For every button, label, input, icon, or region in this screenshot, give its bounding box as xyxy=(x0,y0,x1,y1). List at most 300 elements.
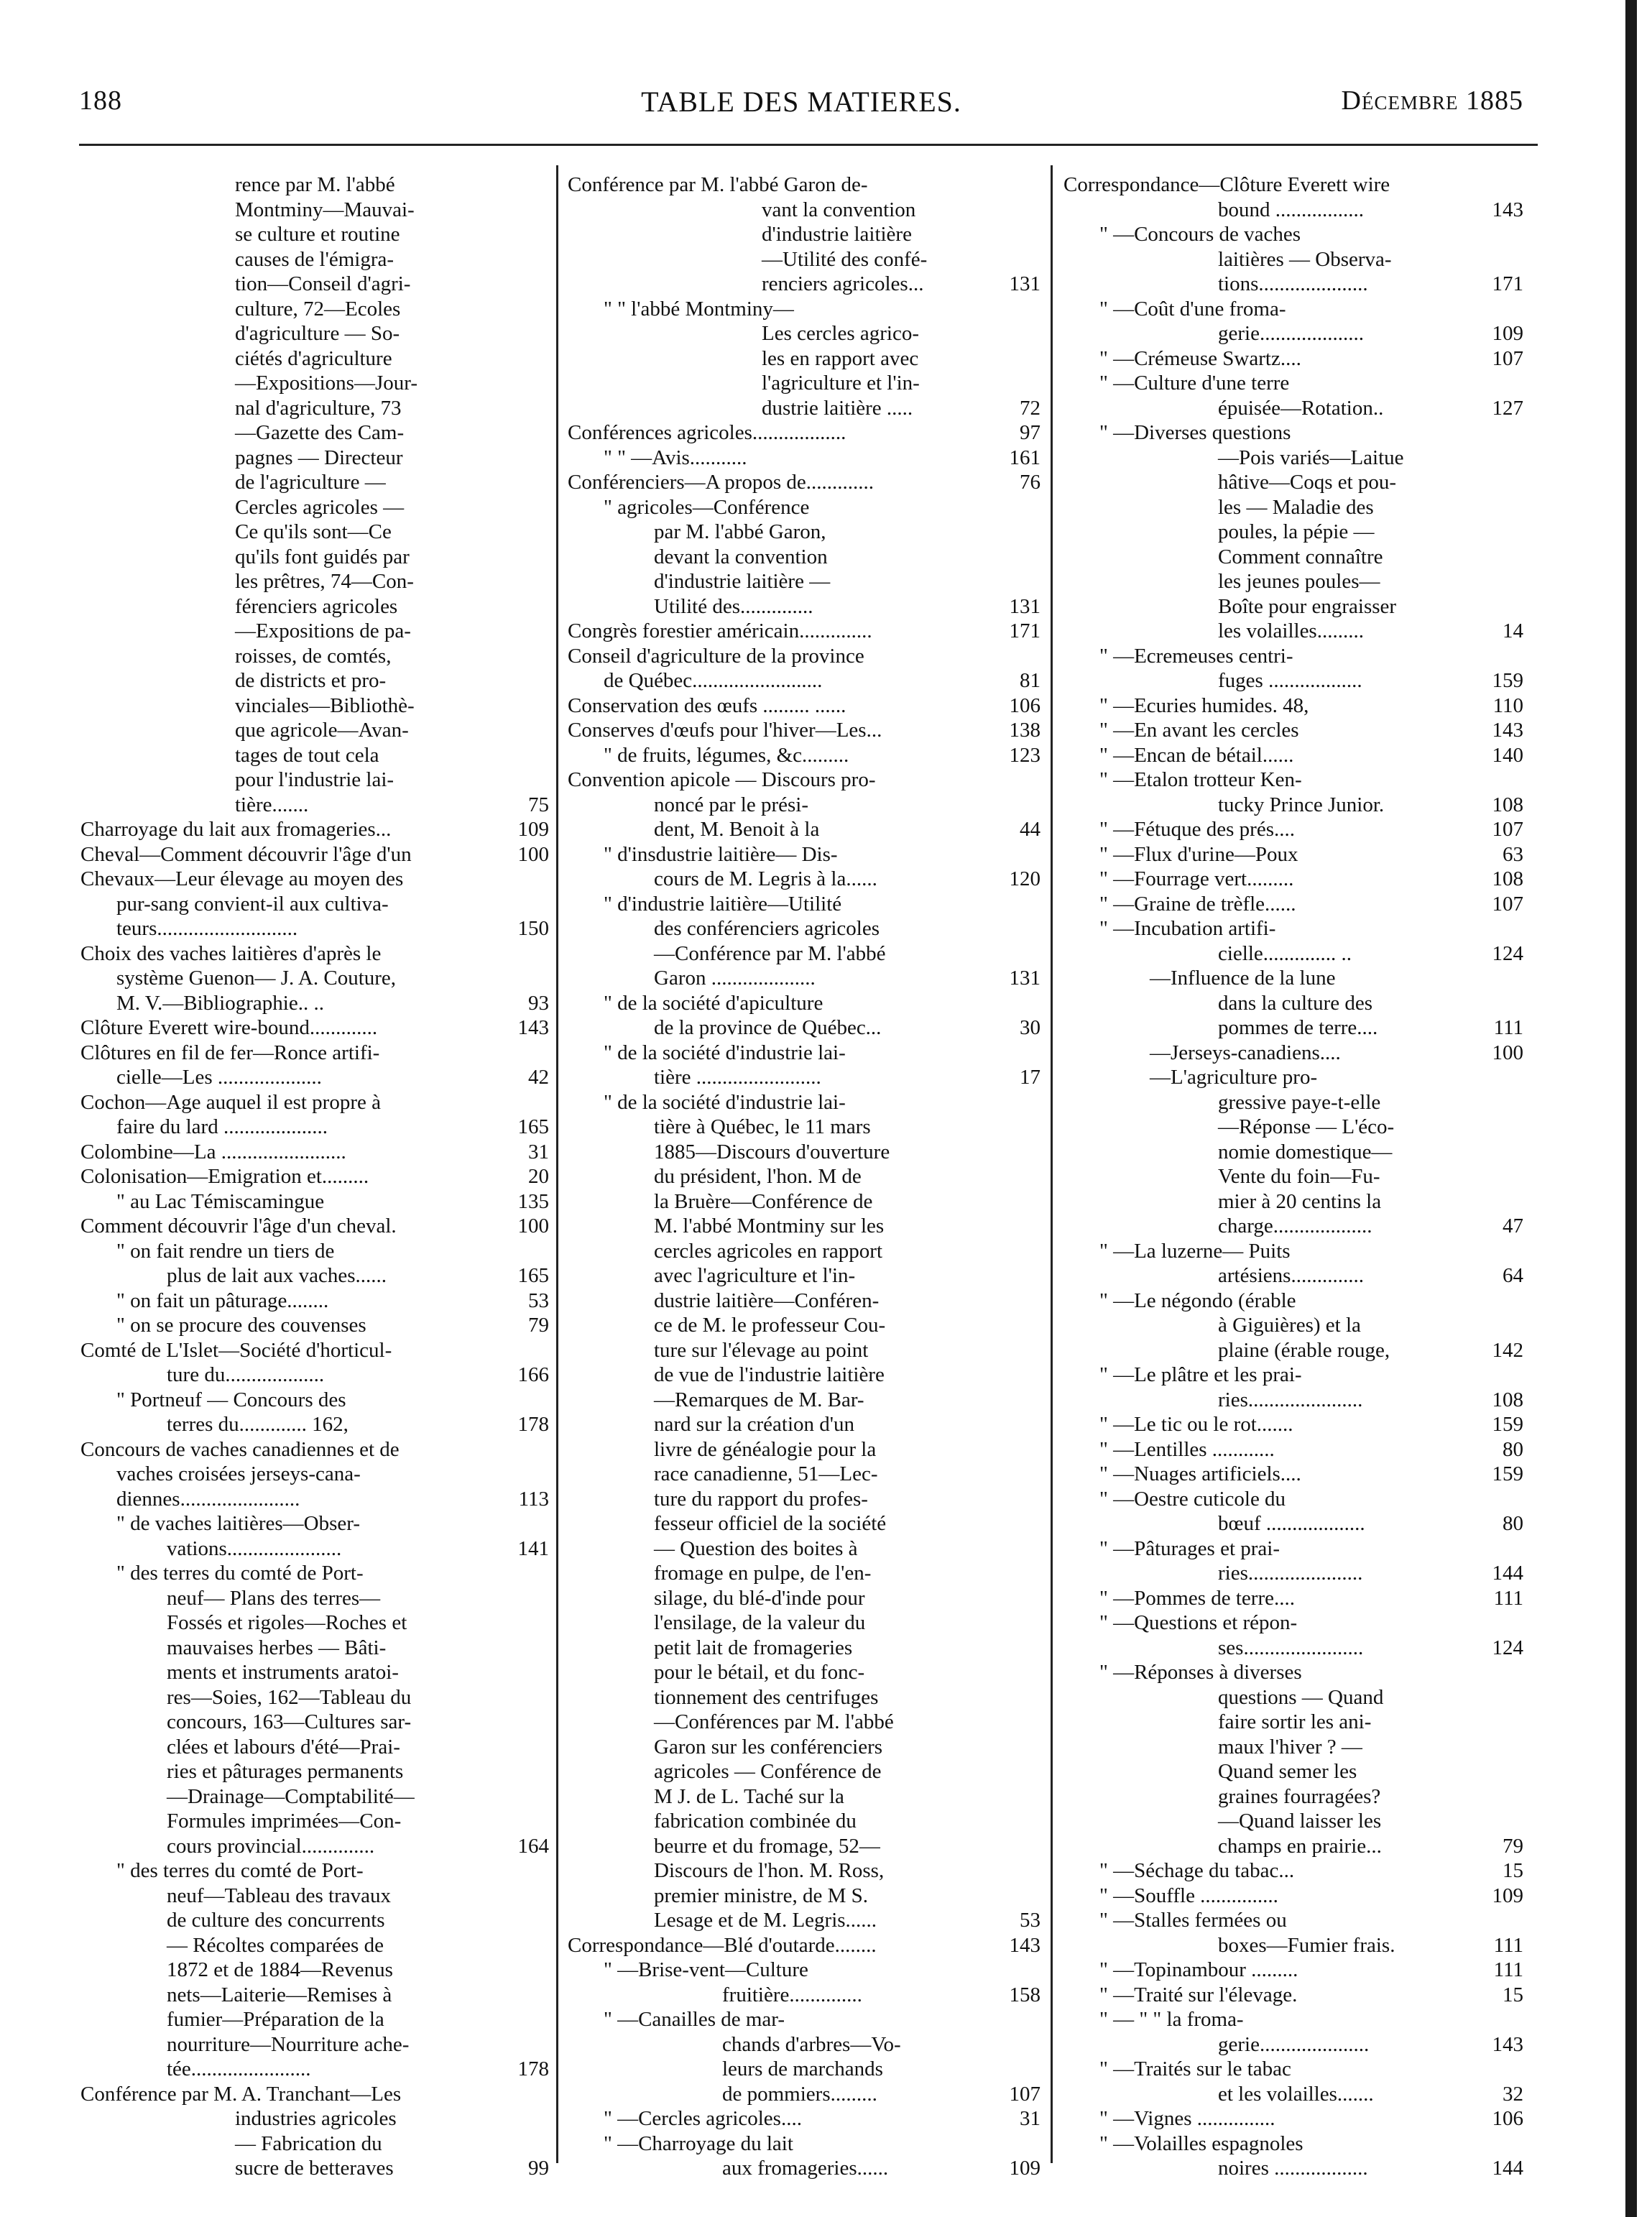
entry-page-number: 111 xyxy=(1493,1933,1523,1957)
entry-text: M J. de L. Taché sur la xyxy=(654,1784,844,1808)
entry-text: ciétés d'agriculture xyxy=(235,346,392,370)
entry-text: " —Stalles fermées ou xyxy=(1099,1909,1287,1932)
index-entry-line xyxy=(568,2131,1040,2157)
entry-text: " —Pommes de terre.... xyxy=(1099,1586,1295,1610)
entry-text: " des terres du comté de Port- xyxy=(116,1562,364,1585)
index-entry-line xyxy=(568,1363,1040,1388)
index-entry-line xyxy=(568,1784,1040,1810)
entry-text: —Gazette des Cam- xyxy=(235,421,405,444)
index-entry-line xyxy=(1063,569,1523,594)
index-entry-line xyxy=(568,644,1040,669)
entry-text: culture, 72—Ecoles xyxy=(235,297,401,321)
index-entry-line xyxy=(80,718,549,743)
entry-text: " " —Avis........... xyxy=(604,446,747,469)
index-entry-line xyxy=(80,1884,549,1909)
entry-page-number: 165 xyxy=(517,1264,549,1287)
index-entry-line xyxy=(1063,495,1523,520)
entry-text: Correspondance—Clôture Everett wire xyxy=(1063,173,1390,196)
index-entry-line xyxy=(1063,793,1523,818)
entry-text: tière à Québec, le 11 mars xyxy=(654,1115,871,1138)
index-entry-line xyxy=(1063,222,1523,247)
entry-page-number: 123 xyxy=(1009,743,1040,767)
entry-text: —Quand laisser les xyxy=(1218,1810,1382,1833)
index-entry-line xyxy=(1063,2057,1523,2082)
index-entry-line xyxy=(568,1908,1040,1933)
index-entry-line xyxy=(1063,644,1523,669)
index-entry-line xyxy=(1063,297,1523,322)
column-divider xyxy=(1051,165,1053,2163)
entry-text: cielle—Les .................... xyxy=(116,1066,322,1089)
entry-text: les prêtres, 74—Con- xyxy=(235,570,414,593)
entry-text: " on fait rendre un tiers de xyxy=(116,1239,335,1263)
entry-text: —Utilité des confé- xyxy=(762,247,928,271)
index-entry-line xyxy=(80,198,549,223)
index-entry-line xyxy=(80,793,549,818)
entry-text: " de fruits, légumes, &c......... xyxy=(604,743,849,767)
entry-text: " —Charroyage du lait xyxy=(604,2131,793,2155)
entry-text: poules, la pépie — xyxy=(1218,520,1375,543)
index-entry-line xyxy=(568,297,1040,322)
index-entry-line xyxy=(568,1041,1040,1066)
index-entry-line xyxy=(568,446,1040,471)
entry-text: " Portneuf — Concours des xyxy=(116,1388,346,1411)
entry-page-number: 144 xyxy=(1492,2157,1523,2180)
entry-text: Formules imprimées—Con- xyxy=(167,1810,402,1833)
entry-text: de vue de l'industrie laitière xyxy=(654,1363,885,1386)
entry-page-number: 100 xyxy=(517,842,549,866)
entry-text: du président, l'hon. M de xyxy=(654,1165,862,1188)
entry-text: mauvaises herbes — Bâti- xyxy=(167,1636,387,1659)
entry-text: Cheval—Comment découvrir l'âge d'un xyxy=(80,842,412,866)
index-entry-line xyxy=(568,1388,1040,1413)
entry-text: de Québec......................... xyxy=(604,669,823,692)
index-entry-line xyxy=(1063,1115,1523,1140)
entry-text: " —Le tic ou le rot....... xyxy=(1099,1413,1293,1436)
entry-page-number: 171 xyxy=(1009,619,1040,642)
index-entry-line xyxy=(1063,916,1523,941)
entry-text: hâtive—Coqs et pou- xyxy=(1218,471,1397,494)
entry-text: bound ................. xyxy=(1218,198,1364,221)
index-entry-line xyxy=(568,941,1040,967)
index-entry-line xyxy=(1063,619,1523,644)
entry-text: — Récoltes comparées de xyxy=(167,1933,384,1957)
entry-text: Conservation des œufs ......... ...... xyxy=(568,693,846,717)
index-entry-line xyxy=(1063,198,1523,223)
entry-text: ture du................... xyxy=(167,1363,325,1386)
index-entry-line xyxy=(80,619,549,644)
entry-text: champs en prairie... xyxy=(1218,1834,1382,1858)
index-entry-line xyxy=(80,1933,549,1958)
entry-text: Comment découvrir l'âge d'un cheval. xyxy=(80,1214,397,1237)
index-entry-line xyxy=(568,1214,1040,1239)
entry-text: vations...................... xyxy=(167,1536,342,1560)
index-entry-line xyxy=(80,1660,549,1685)
entry-text: beurre et du fromage, 52— xyxy=(654,1834,880,1858)
entry-page-number: 111 xyxy=(1493,1016,1523,1039)
entry-text: de l'agriculture — xyxy=(235,471,386,494)
entry-text: dans la culture des xyxy=(1218,991,1373,1015)
entry-text: " —Souffle ............... xyxy=(1099,1884,1278,1907)
index-entry-line xyxy=(1063,1239,1523,1264)
entry-text: Correspondance—Blé d'outarde........ xyxy=(568,1933,877,1957)
index-entry-line xyxy=(568,396,1040,421)
index-entry-line xyxy=(568,346,1040,372)
entry-text: —Expositions—Jour- xyxy=(235,372,417,395)
entry-text: Boîte pour engraisser xyxy=(1218,594,1397,618)
entry-page-number: 108 xyxy=(1492,1388,1523,1411)
index-entry-line xyxy=(1063,1908,1523,1933)
index-entry-line xyxy=(80,1437,549,1462)
entry-text: pur-sang convient-il aux cultiva- xyxy=(116,892,389,916)
entry-text: " " l'abbé Montminy— xyxy=(604,297,794,321)
index-entry-line xyxy=(568,1735,1040,1760)
index-entry-line xyxy=(80,1214,549,1239)
entry-text: les en rapport avec xyxy=(762,346,919,370)
index-column-3 xyxy=(1063,172,1523,2181)
entry-page-number: 100 xyxy=(1492,1041,1523,1064)
entry-text: Chevaux—Leur élevage au moyen des xyxy=(80,867,404,890)
index-entry-line xyxy=(568,2007,1040,2032)
index-entry-line xyxy=(1063,1710,1523,1735)
index-entry-line xyxy=(568,842,1040,867)
index-entry-line xyxy=(1063,1363,1523,1388)
entry-text: nets—Laiterie—Remises à xyxy=(167,1983,392,2006)
index-entry-line xyxy=(568,321,1040,346)
entry-text: maux l'hiver ? — xyxy=(1218,1735,1362,1759)
index-entry-line xyxy=(1063,520,1523,545)
index-entry-line xyxy=(1063,1834,1523,1859)
entry-text: pagnes — Directeur xyxy=(235,446,403,469)
index-entry-line xyxy=(1063,1065,1523,1090)
entry-text: Choix des vaches laitières d'après le xyxy=(80,941,382,965)
index-entry-line xyxy=(1063,1164,1523,1189)
entry-text: fruitière.............. xyxy=(722,1983,862,2006)
entry-text: Discours de l'hon. M. Ross, xyxy=(654,1859,885,1882)
index-entry-line xyxy=(1063,1263,1523,1289)
index-entry-line xyxy=(1063,2032,1523,2057)
entry-text: Convention apicole — Discours pro- xyxy=(568,768,876,791)
entry-text: ture sur l'élevage au point xyxy=(654,1338,869,1362)
index-entry-line xyxy=(80,1735,549,1760)
entry-page-number: 140 xyxy=(1492,743,1523,767)
entry-text: tière....... xyxy=(235,793,309,816)
index-entry-line xyxy=(80,1958,549,1983)
index-entry-line xyxy=(568,1710,1040,1735)
index-entry-line xyxy=(80,297,549,322)
entry-text: dustrie laitière—Conféren- xyxy=(654,1289,880,1312)
entry-text: " de vaches laitières—Obser- xyxy=(116,1512,360,1535)
entry-text: plus de lait aux vaches...... xyxy=(167,1264,387,1287)
entry-text: Les cercles agrico- xyxy=(762,322,919,345)
index-entry-line xyxy=(1063,941,1523,967)
entry-page-number: 142 xyxy=(1492,1338,1523,1362)
entry-text: —Pois variés—Laitue xyxy=(1218,446,1404,469)
entry-text: Cercles agricoles — xyxy=(235,495,405,519)
entry-text: plaine (érable rouge, xyxy=(1218,1338,1390,1362)
index-entry-line xyxy=(1063,1313,1523,1338)
index-entry-line xyxy=(568,198,1040,223)
index-entry-line xyxy=(80,1015,549,1041)
entry-text: " —Canailles de mar- xyxy=(604,2008,785,2031)
entry-page-number: 127 xyxy=(1492,396,1523,420)
entry-text: charge................... xyxy=(1218,1214,1372,1237)
entry-text: cours de M. Legris à la...... xyxy=(654,867,877,890)
entry-text: gressive paye-t-elle xyxy=(1218,1090,1381,1114)
index-column-1 xyxy=(80,172,549,2181)
entry-text: tion—Conseil d'agri- xyxy=(235,272,411,295)
index-entry-line xyxy=(1063,272,1523,297)
entry-text: Montminy—Mauvai- xyxy=(235,198,415,221)
index-entry-line xyxy=(80,2057,549,2082)
entry-text: tages de tout cela xyxy=(235,743,379,767)
entry-text: " —Traité sur l'élevage. xyxy=(1099,1983,1298,2006)
entry-text: nourriture—Nourriture ache- xyxy=(167,2032,410,2056)
entry-page-number: 131 xyxy=(1009,594,1040,618)
entry-page-number: 75 xyxy=(528,793,549,816)
index-entry-line xyxy=(80,916,549,941)
index-entry-line xyxy=(568,222,1040,247)
entry-text: " d'industrie laitière—Utilité xyxy=(604,892,842,916)
index-entry-line xyxy=(1063,1189,1523,1214)
entry-text: Comment connaître xyxy=(1218,545,1383,568)
index-entry-line xyxy=(568,1164,1040,1189)
index-entry-line xyxy=(80,1908,549,1933)
index-entry-line xyxy=(568,172,1040,198)
entry-text: se culture et routine xyxy=(235,223,400,246)
entry-page-number: 107 xyxy=(1492,892,1523,916)
entry-text: " de la société d'apiculture xyxy=(604,991,823,1015)
entry-text: " —Volailles espagnoles xyxy=(1099,2131,1303,2155)
entry-page-number: 143 xyxy=(1492,719,1523,742)
entry-page-number: 76 xyxy=(1020,471,1040,494)
index-entry-line xyxy=(80,1065,549,1090)
entry-text: les volailles......... xyxy=(1218,619,1364,642)
entry-text: —Drainage—Comptabilité— xyxy=(167,1784,415,1808)
entry-text: " on fait un pâturage........ xyxy=(116,1289,329,1312)
index-entry-line xyxy=(568,768,1040,793)
index-entry-line xyxy=(1063,842,1523,867)
entry-text: pour l'industrie lai- xyxy=(235,768,394,791)
index-entry-line xyxy=(1063,1090,1523,1115)
entry-page-number: 143 xyxy=(517,1016,549,1039)
index-entry-line xyxy=(1063,817,1523,842)
index-entry-line xyxy=(1063,867,1523,892)
index-entry-line xyxy=(1063,396,1523,421)
index-entry-line xyxy=(568,520,1040,545)
entry-text: rence par M. l'abbé xyxy=(235,173,395,196)
index-entry-line xyxy=(80,1858,549,1884)
entry-page-number: 159 xyxy=(1492,1462,1523,1485)
index-entry-line xyxy=(80,1511,549,1536)
index-entry-line xyxy=(80,272,549,297)
index-entry-line xyxy=(568,793,1040,818)
entry-text: " —Oestre cuticole du xyxy=(1099,1487,1286,1511)
entry-page-number: 53 xyxy=(528,1289,549,1312)
index-entry-line xyxy=(1063,1809,1523,1834)
index-entry-line xyxy=(1063,1214,1523,1239)
entry-text: pommes de terre.... xyxy=(1218,1016,1378,1039)
entry-text: " —Traités sur le tabac xyxy=(1099,2057,1291,2080)
entry-text: " de la société d'industrie lai- xyxy=(604,1090,846,1114)
entry-text: laitières — Observa- xyxy=(1218,247,1392,271)
index-entry-line xyxy=(80,1983,549,2008)
entry-page-number: 143 xyxy=(1492,198,1523,221)
entry-text: aux fromageries...... xyxy=(722,2157,889,2180)
entry-text: boxes—Fumier frais. xyxy=(1218,1933,1395,1957)
index-entry-line xyxy=(80,867,549,892)
page-title: TABLE DES MATIERES. xyxy=(641,86,961,118)
index-entry-line xyxy=(568,743,1040,768)
entry-text: race canadienne, 51—Lec- xyxy=(654,1462,878,1485)
entry-text: Garon sur les conférenciers xyxy=(654,1735,883,1759)
entry-text: faire du lard .................... xyxy=(116,1115,328,1138)
entry-text: Comté de L'Islet—Société d'horticul- xyxy=(80,1338,392,1362)
index-entry-line xyxy=(80,371,549,396)
entry-text: ture du rapport du profes- xyxy=(654,1487,868,1511)
entry-text: res—Soies, 162—Tableau du xyxy=(167,1685,412,1709)
index-entry-line xyxy=(80,1090,549,1115)
entry-text: " —Topinambour ......... xyxy=(1099,1958,1298,1981)
entry-text: 1872 et de 1884—Revenus xyxy=(167,1958,393,1981)
entry-text: Congrès forestier américain.............. xyxy=(568,619,872,642)
entry-text: clées et labours d'été—Prai- xyxy=(167,1735,400,1759)
entry-text: —L'agriculture pro- xyxy=(1150,1066,1318,1089)
entry-text: par M. l'abbé Garon, xyxy=(654,520,826,543)
entry-text: terres du............. 162, xyxy=(167,1413,349,1436)
entry-text: Fossés et rigoles—Roches et xyxy=(167,1611,407,1634)
entry-text: Garon .................... xyxy=(654,967,816,990)
index-entry-line xyxy=(568,1090,1040,1115)
entry-text: que agricole—Avan- xyxy=(235,719,409,742)
index-entry-line xyxy=(80,495,549,520)
entry-text: " —Le plâtre et les prai- xyxy=(1099,1363,1302,1386)
index-entry-line xyxy=(80,321,549,346)
entry-page-number: 159 xyxy=(1492,669,1523,692)
entry-text: " d'insdustrie laitière— Dis- xyxy=(604,842,838,866)
index-entry-line xyxy=(80,520,549,545)
entry-page-number: 31 xyxy=(528,1140,549,1163)
index-entry-line xyxy=(80,1164,549,1189)
index-entry-line xyxy=(80,668,549,693)
index-entry-line xyxy=(80,1388,549,1413)
index-entry-line xyxy=(568,693,1040,719)
index-entry-line xyxy=(568,1933,1040,1958)
entry-text: ses....................... xyxy=(1218,1636,1364,1659)
entry-text: renciers agricoles... xyxy=(762,272,924,295)
index-entry-line xyxy=(1063,892,1523,917)
entry-page-number: 107 xyxy=(1492,346,1523,370)
index-entry-line xyxy=(80,1462,549,1487)
entry-text: l'agriculture et l'in- xyxy=(762,372,920,395)
index-entry-line xyxy=(80,644,549,669)
entry-text: " agricoles—Conférence xyxy=(604,495,810,519)
index-entry-line xyxy=(80,2082,549,2107)
entry-page-number: 47 xyxy=(1503,1214,1523,1237)
index-entry-line xyxy=(1063,2131,1523,2157)
index-entry-line xyxy=(80,2106,549,2131)
index-entry-line xyxy=(1063,1983,1523,2008)
index-entry-line xyxy=(80,1759,549,1784)
entry-text: la Bruère—Conférence de xyxy=(654,1189,873,1213)
entry-text: ments et instruments aratoi- xyxy=(167,1661,399,1684)
index-entry-line xyxy=(80,1239,549,1264)
header-rule xyxy=(79,144,1538,146)
entry-page-number: 109 xyxy=(517,818,549,841)
entry-text: Conférence par M. l'abbé Garon de- xyxy=(568,173,868,196)
index-entry-line xyxy=(568,1437,1040,1462)
entry-text: noires .................. xyxy=(1218,2157,1368,2180)
index-entry-line xyxy=(568,1289,1040,1314)
entry-text: gerie..................... xyxy=(1218,2032,1370,2056)
index-entry-line xyxy=(568,1338,1040,1363)
entry-text: des conférenciers agricoles xyxy=(654,917,880,940)
index-entry-line xyxy=(1063,371,1523,396)
index-entry-line xyxy=(568,594,1040,619)
index-entry-line xyxy=(568,1511,1040,1536)
entry-text: " —Etalon trotteur Ken- xyxy=(1099,768,1302,791)
entry-text: " —Diverses questions xyxy=(1099,421,1291,444)
index-entry-line xyxy=(1063,1958,1523,1983)
entry-page-number: 108 xyxy=(1492,793,1523,816)
index-entry-line xyxy=(1063,2156,1523,2181)
entry-text: Charroyage du lait aux fromageries... xyxy=(80,818,392,841)
entry-text: graines fourragées? xyxy=(1218,1784,1381,1808)
entry-page-number: 143 xyxy=(1009,1933,1040,1957)
entry-text: tionnement des centrifuges xyxy=(654,1685,879,1709)
entry-text: questions — Quand xyxy=(1218,1685,1384,1709)
index-entry-line xyxy=(80,470,549,495)
index-entry-line xyxy=(568,1239,1040,1264)
entry-page-number: 164 xyxy=(517,1834,549,1858)
entry-page-number: 99 xyxy=(528,2157,549,2180)
entry-text: mier à 20 centins la xyxy=(1218,1189,1382,1213)
index-entry-line xyxy=(80,966,549,991)
entry-text: de la province de Québec... xyxy=(654,1016,882,1039)
entry-text: " on se procure des couvenses xyxy=(116,1314,366,1337)
index-entry-line xyxy=(80,1140,549,1165)
index-entry-line xyxy=(80,2032,549,2057)
index-entry-line xyxy=(80,1412,549,1437)
entry-page-number: 159 xyxy=(1492,1413,1523,1436)
index-entry-line xyxy=(568,1983,1040,2008)
entry-text: fesseur officiel de la société xyxy=(654,1512,887,1535)
entry-page-number: 14 xyxy=(1503,619,1523,642)
index-entry-line xyxy=(80,842,549,867)
index-entry-line xyxy=(568,1660,1040,1685)
index-entry-line xyxy=(80,1313,549,1338)
issue-date: Décembre 1885 xyxy=(1341,86,1523,116)
entry-text: Conférences agricoles.................. xyxy=(568,421,846,444)
entry-text: " de la société d'industrie lai- xyxy=(604,1041,846,1064)
entry-text: Cochon—Age auquel il est propre à xyxy=(80,1090,381,1114)
entry-text: fuges .................. xyxy=(1218,669,1362,692)
index-entry-line xyxy=(568,1958,1040,1983)
index-entry-line xyxy=(80,817,549,842)
entry-text: " —Ecuries humides. 48, xyxy=(1099,693,1309,717)
index-entry-line xyxy=(568,867,1040,892)
index-entry-line xyxy=(1063,1735,1523,1760)
index-entry-line xyxy=(1063,1487,1523,1512)
entry-text: tions..................... xyxy=(1218,272,1368,295)
index-entry-line xyxy=(568,1313,1040,1338)
index-entry-line xyxy=(80,1610,549,1636)
entry-text: Conférenciers—A propos de............. xyxy=(568,471,875,494)
entry-text: industries agricoles xyxy=(235,2107,397,2130)
index-entry-line xyxy=(568,991,1040,1016)
entry-text: " —Incubation artifi- xyxy=(1099,917,1276,940)
entry-page-number: 166 xyxy=(517,1363,549,1386)
entry-page-number: 79 xyxy=(1503,1834,1523,1858)
